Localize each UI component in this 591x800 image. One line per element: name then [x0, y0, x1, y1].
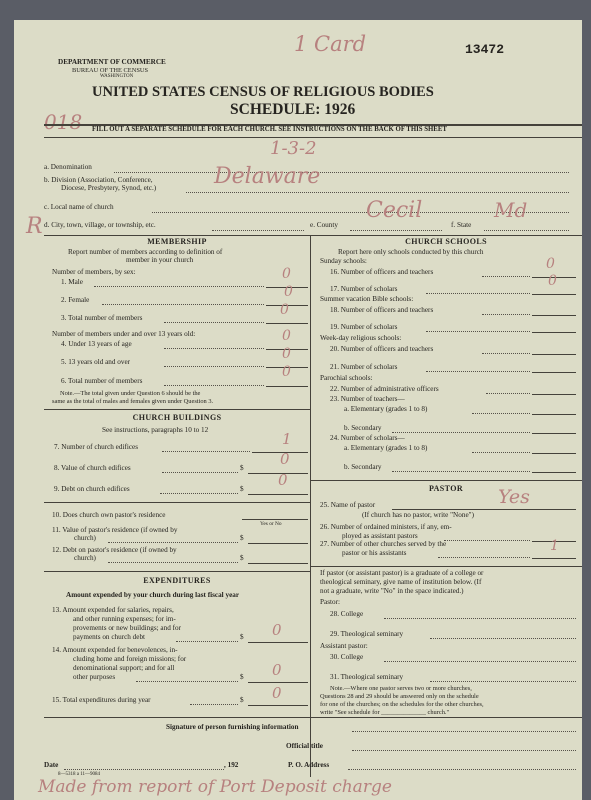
form-number: 13472: [465, 42, 505, 57]
q24a-label: a. Elementary (grades 1 to 8): [344, 444, 428, 452]
q13-label-3: provements or new buildings; and for: [73, 624, 181, 632]
parochial-schools-label: Parochial schools:: [320, 374, 373, 382]
bureau-label: BUREAU OF THE CENSUS: [72, 67, 149, 74]
q26-label-2: ployed as assistant pastors: [342, 532, 418, 540]
pastor-footnote-1: Note.—Where one pastor serves two or more churches,: [330, 685, 472, 692]
q11-label-2: church): [74, 534, 96, 542]
schools-note: Report here only schools conducted by this church: [338, 248, 484, 256]
q9-value[interactable]: 0: [278, 471, 288, 489]
q1-label: 1. Male: [61, 278, 83, 286]
state-value[interactable]: Md: [494, 198, 528, 222]
date-label: Date: [44, 761, 59, 769]
q4-value[interactable]: 0: [282, 328, 291, 344]
q23a-label: a. Elementary (grades 1 to 8): [344, 405, 428, 413]
q2-label: 2. Female: [61, 296, 90, 304]
q18-label: 18. Number of officers and teachers: [330, 306, 434, 314]
handwritten-card-note: 1 Card: [294, 32, 367, 56]
q7-value[interactable]: 1: [282, 430, 292, 448]
q14-label-2: cluding home and foreign missions; for: [73, 655, 187, 663]
pastor-heading: PASTOR: [428, 484, 464, 493]
county-value[interactable]: Cecil: [366, 198, 423, 223]
q3-label: 3. Total number of members: [61, 314, 143, 322]
city-label: d. City, town, village, or township, etc.: [44, 221, 156, 229]
graduate-note-3: not a graduate, write "No" in the space indicated.): [320, 587, 464, 595]
q5-value[interactable]: 0: [282, 346, 291, 362]
q27-value[interactable]: 1: [550, 538, 559, 554]
pastor-footnote-2: Questions 28 and 29 should be answered only on the schedule: [320, 693, 479, 700]
q11-label-1: 11. Value of pastor's residence (if owned by: [52, 526, 178, 534]
pastor-subheading: Pastor:: [320, 598, 340, 606]
pastor-footnote-4: write "See schedule for ______________ church.": [320, 709, 450, 716]
q29-label: 29. Theological seminary: [330, 630, 404, 638]
members-by-sex-label: Number of members, by sex:: [52, 268, 136, 276]
q6-label: 6. Total number of members: [61, 377, 143, 385]
division-value[interactable]: Delaware: [214, 164, 321, 189]
church-buildings-heading: CHURCH BUILDINGS: [132, 413, 222, 422]
membership-footnote-1: Note.—The total given under Question 6 should be the: [60, 390, 201, 397]
expenditures-note: Amount expended by your church during last fiscal year: [66, 591, 240, 599]
po-address-label: P. O. Address: [288, 761, 330, 769]
q12-label-1: 12. Debt on pastor's residence (if owned by: [52, 546, 177, 554]
graduate-note-2: theological seminary, give name of institution below. (If: [320, 578, 482, 586]
denomination-label: a. Denomination: [44, 163, 92, 171]
membership-note-2: member in your church: [126, 256, 194, 264]
q13-value[interactable]: 0: [272, 621, 282, 639]
q16-label: 16. Number of officers and teachers: [330, 268, 434, 276]
q7-label: 7. Number of church edifices: [54, 443, 139, 451]
division-label-2: Diocese, Presbytery, Synod, etc.): [61, 184, 157, 192]
weekday-schools-label: Week-day religious schools:: [320, 334, 402, 342]
q26-label-1: 26. Number of ordained ministers, if any, em-: [320, 523, 452, 531]
summer-schools-label: Summer vacation Bible schools:: [320, 295, 414, 303]
q12-label-2: church): [74, 554, 96, 562]
county-label: e. County: [310, 221, 338, 229]
q19-label: 19. Number of scholars: [330, 323, 398, 331]
church-schools-heading: CHURCH SCHOOLS: [405, 237, 487, 246]
margin-mark: R: [26, 214, 43, 239]
q22-label: 22. Number of administrative officers: [330, 385, 439, 393]
membership-note-1: Report number of members according to definition of: [68, 248, 223, 256]
q27-label-1: 27. Number of other churches served by the: [320, 540, 447, 548]
expenditures-heading: EXPENDITURES: [143, 576, 211, 585]
q15-label: 15. Total expenditures during year: [52, 696, 151, 704]
q20-label: 20. Number of officers and teachers: [330, 345, 434, 353]
q28-label: 28. College: [330, 610, 364, 618]
q4-label: 4. Under 13 years of age: [61, 340, 132, 348]
date-year: , 192: [224, 761, 239, 769]
q25-value[interactable]: Yes: [498, 486, 530, 508]
q24-label: 24. Number of scholars—: [330, 434, 405, 442]
q3-value[interactable]: 0: [280, 302, 289, 318]
q23-label: 23. Number of teachers—: [330, 395, 405, 403]
q21-label: 21. Number of scholars: [330, 363, 398, 371]
graduate-note-1: If pastor (or assistant pastor) is a graduate of a college or: [320, 569, 484, 577]
q2-value[interactable]: 0: [284, 284, 293, 300]
print-code: 8—5318 a 11—9084: [58, 772, 101, 777]
yes-no-hint: Yes or No: [260, 521, 282, 527]
buildings-note: See instructions, paragraphs 10 to 12: [102, 426, 209, 434]
q14-label-1: 14. Amount expended for benevolences, in-: [52, 646, 178, 654]
q27-label-2: pastor or his assistants: [342, 549, 407, 557]
q16-value[interactable]: 0: [546, 256, 555, 272]
q17-label: 17. Number of scholars: [330, 285, 398, 293]
form-title: UNITED STATES CENSUS OF RELIGIOUS BODIES: [92, 84, 434, 100]
q25-label: 25. Name of pastor: [320, 501, 376, 509]
q24b-label: b. Secondary: [344, 463, 382, 471]
city-label: WASHINGTON: [100, 74, 134, 79]
q13-label-4: payments on church debt: [73, 633, 146, 641]
membership-footnote-2: same as the total of males and females given under Question 3.: [52, 398, 214, 405]
q1-value[interactable]: 0: [282, 266, 291, 282]
assistant-pastor-subheading: Assistant pastor:: [320, 642, 368, 650]
q8-label: 8. Value of church edifices: [54, 464, 131, 472]
denomination-value[interactable]: 1-3-2: [270, 138, 317, 159]
q6-value[interactable]: 0: [282, 364, 291, 380]
department-label: DEPARTMENT OF COMMERCE: [58, 58, 166, 66]
q30-label: 30. College: [330, 653, 364, 661]
q8-value[interactable]: 0: [280, 450, 290, 468]
q15-value[interactable]: 0: [272, 684, 282, 702]
q25-note: (If church has no pastor, write "None"): [362, 511, 474, 519]
q5-label: 5. 13 years old and over: [61, 358, 131, 366]
q9-label: 9. Debt on church edifices: [54, 485, 130, 493]
official-title-label: Official title: [286, 742, 323, 750]
signature-label: Signature of person furnishing information: [166, 723, 299, 731]
census-schedule-sheet: DEPARTMENT OF COMMERCE BUREAU OF THE CENSUS WASHINGTON 1 Card 13472 UNITED STATES CENSUS OF RELIGIOUS BODIES SCHEDULE: 1926 018 FILL OUT A SEPARATE SCHEDULE FOR EACH CHURCH. SEE INSTRUCTIONS ON THE BACK OF THIS SHEET a. Denomination 1-3-2 b. Division (Association, Conference, Diocese, Presbytery, Synod, etc.) Delaware c. Local name of church R d. City, town, village, or township, etc. e. County Cecil f. State Md MEMBERSHIP Report number of members according to definition of member in your church Number of members, by sex: 1. Male 0 2. Female 0 3. Total number of members 0 Number of members under and over 13 years old: 4. Under 13 years of age 0 5. 13 years old and over 0 6. Total number of members 0 Note.—The total given under Question 6 should be the same as the total of males and females given under Question 3. CHURCH BUILDINGS See instructions, paragraphs 10 to 12 7. Number of church edifices 1 8. Value of church edifices $ 0 9. Debt on church edifices $ 0 10. Does church own pastor's residence Yes or No 11. Value of pastor's residence (if owned by church) $ 12. Debt on pastor's residence (if owned by church) $ EXPENDITURES Amount expended by your church during last fiscal year 13. Amount expended for salaries, repairs, and other running expenses; for im- provements or new buildings; and for payments on church debt $ 0 14. Amount expended for benevolences, in- cluding home and foreign missions; for denominational support; and for all other purposes $ 0 15. Total expenditures during year $ 0 CHURCH SCHOOLS Report here only schools conducted by this church Sunday schools: 16. Number of officers and teachers 0 17. Number of scholars 0 Summer vacation Bible schools: 18. Number of officers and teachers 19. Number of scholars Week-day religious schools: 20. Number of officers and teachers 21. Number of scholars Parochial schools: 22. Number of administrative officers 23. Number of teachers— a. Elementary (grades 1 to 8) b. Secondary 24. Number of scholars— a. Elementary (grades 1 to 8) b. Secondary PASTOR 25. Name of pastor Yes (If church has no pastor, write "None") 26. Number of ordained ministers, if any, em- ployed as assistant pastors 27. Number of other churches served by the pastor or his assistants 1 If pastor (or assistant pastor) is a graduate of a college or theological seminary, give name of institution below. (If not a graduate, write "No" in the space indicated.) Pastor: 28. College 29. Theological seminary Assistant pastor: 30. College 31. Theological seminary Note.—Where one pastor serves two or more churches, Questions 28 and 29 should be answered only on the schedule for one of the churches; on the schedules for the other churches, write "See schedule for ______________ church." Signature of person furnishing information Official title Date , 192 P. O. Address 8—5318 a 11—9084 Made from report of Port Deposit charge: [14, 20, 582, 800]
handwritten-footer-note: Made from report of Port Deposit charge: [38, 777, 392, 797]
local-name-label: c. Local name of church: [44, 203, 114, 211]
q31-label: 31. Theological seminary: [330, 673, 404, 681]
instruction-banner: FILL OUT A SEPARATE SCHEDULE FOR EACH CHURCH. SEE INSTRUCTIONS ON THE BACK OF THIS SHEET: [92, 126, 447, 133]
q13-label-2: and other running expenses; for im-: [73, 615, 176, 623]
form-subtitle: SCHEDULE: 1926: [230, 101, 356, 118]
q23b-label: b. Secondary: [344, 424, 382, 432]
q14-label-3: denominational support; and for all: [73, 664, 175, 672]
q14-label-4: other purposes: [73, 673, 116, 681]
sunday-schools-label: Sunday schools:: [320, 257, 367, 265]
q17-value[interactable]: 0: [548, 273, 557, 289]
pastor-footnote-3: for one of the churches; on the schedules for the other churches,: [320, 701, 484, 708]
handwritten-code: 018: [44, 110, 83, 134]
q10-label: 10. Does church own pastor's residence: [52, 511, 166, 519]
state-label: f. State: [451, 221, 472, 229]
q13-label-1: 13. Amount expended for salaries, repairs,: [52, 606, 174, 614]
q14-value[interactable]: 0: [272, 661, 282, 679]
division-label-1: b. Division (Association, Conference,: [44, 176, 153, 184]
members-by-age-label: Number of members under and over 13 years old:: [52, 330, 196, 338]
membership-heading: MEMBERSHIP: [147, 237, 207, 246]
